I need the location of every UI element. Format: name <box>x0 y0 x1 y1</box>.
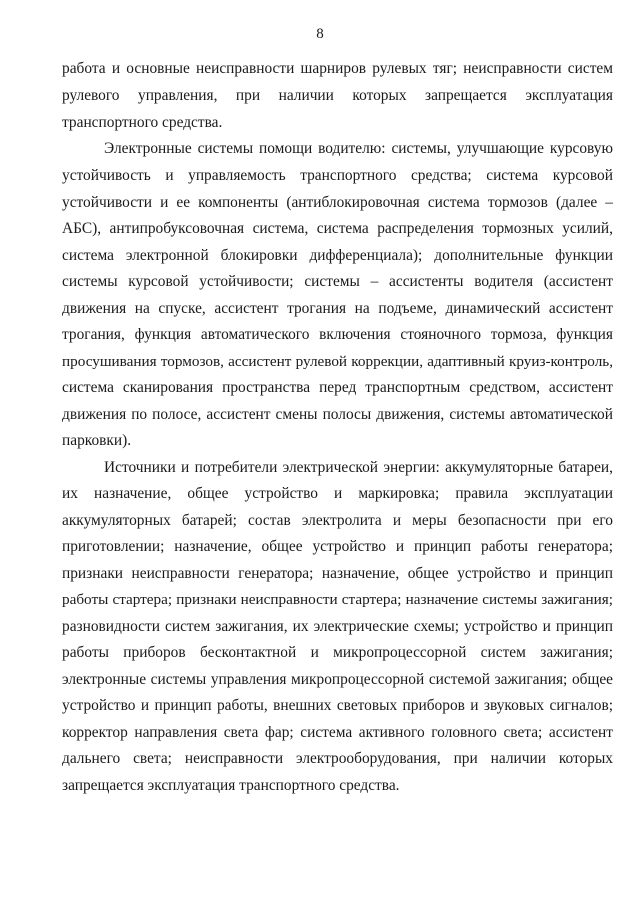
text-line: система сканирования пространства перед транспортным средством, ассистент <box>62 379 613 396</box>
text-line: Электронные системы помощи водителю: системы, улучшающие курсовую <box>104 140 613 157</box>
text-line: работа и основные неисправности шарниров рулевых тяг; неисправности систем <box>62 60 613 77</box>
text-line: система электронной блокировки дифференциала); дополнительные функции <box>62 247 613 264</box>
text-line: разновидности систем зажигания, их электрические схемы; устройство и принцип <box>62 618 613 635</box>
text-line: движения на спуске, ассистент трогания на подъеме, динамический ассистент <box>62 300 613 317</box>
page-number: 8 <box>316 26 324 42</box>
text-line: устойчивости и ее компоненты (антиблокировочная система тормозов (далее – <box>62 194 613 211</box>
text-line: трогания, функция автоматического включения стояночного тормоза, функция <box>62 326 613 343</box>
text-line: рулевого управления, при наличии которых запрещается эксплуатация <box>62 87 613 104</box>
text-line: транспортного средства. <box>62 114 223 131</box>
text-line: устойчивость и управляемость транспортного средства; система курсовой <box>62 167 613 184</box>
text-line: работы приборов бесконтактной и микропроцессорной систем зажигания; <box>62 644 613 661</box>
text-line: признаки неисправности генератора; назначение, общее устройство и принцип <box>62 565 613 582</box>
text-line: их назначение, общее устройство и маркировка; правила эксплуатации <box>62 485 613 502</box>
text-line: дальнего света; неисправности электрооборудования, при наличии которых <box>62 750 613 767</box>
text-line: запрещается эксплуатация транспортного средства. <box>62 777 400 794</box>
text-line: электронные системы управления микропроцессорной системой зажигания; общее <box>62 671 613 688</box>
text-line: просушивания тормозов, ассистент рулевой коррекции, адаптивный круиз-контроль, <box>62 353 613 370</box>
text-line: работы стартера; признаки неисправности стартера; назначение системы зажигания; <box>62 591 613 608</box>
text-line: системы курсовой устойчивости; системы – ассистенты водителя (ассистент <box>62 273 613 290</box>
text-line: приготовлении; назначение, общее устройство и принцип работы генератора; <box>62 538 613 555</box>
text-line: парковки). <box>62 432 132 449</box>
text-line: Источники и потребители электрической энергии: аккумуляторные батареи, <box>104 459 613 476</box>
text-line: устройство и принцип работы, внешних световых приборов и звуковых сигналов; <box>62 697 613 714</box>
text-line: движения по полосе, ассистент смены полосы движения, системы автоматической <box>62 406 613 423</box>
text-line: АБС), антипробуксовочная система, система распределения тормозных усилий, <box>62 220 613 237</box>
text-line: корректор направления света фар; система активного головного света; ассистент <box>62 724 613 741</box>
text-line: аккумуляторных батарей; состав электролита и меры безопасности при его <box>62 512 613 529</box>
